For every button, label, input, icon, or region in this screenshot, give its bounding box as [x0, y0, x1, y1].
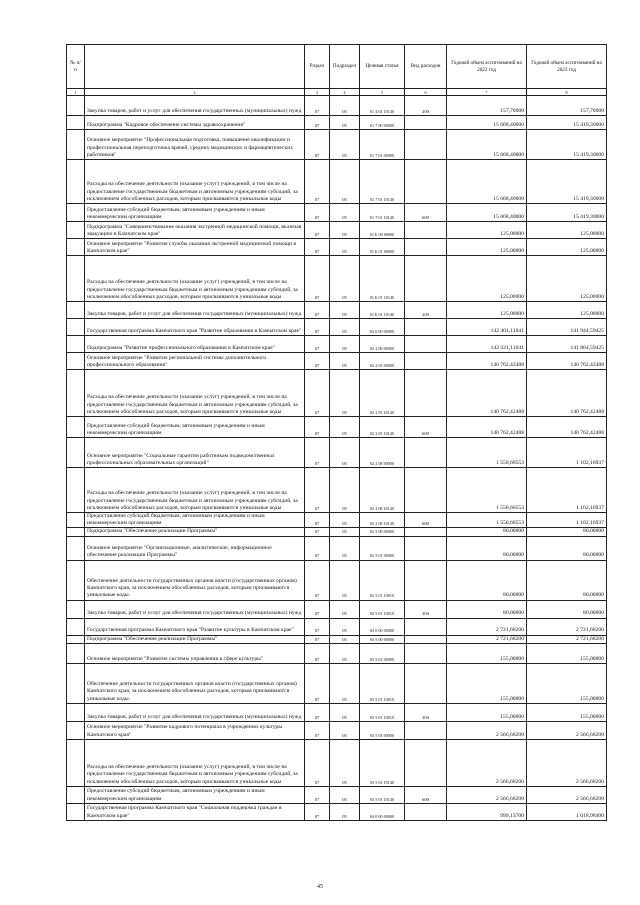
row-expense-type-cell [405, 239, 447, 256]
row-2023-cell: 1 102,16937 [527, 468, 607, 513]
budget-allocation-table [66, 44, 607, 821]
row-target-article-cell: 01 7 01 10140 [360, 204, 405, 222]
table-row [67, 560, 607, 600]
row-podrazdel-cell: 05 [330, 417, 360, 438]
row-2023-cell: 140 762,42488 [527, 417, 607, 438]
table-row [67, 786, 607, 803]
table-row [67, 438, 607, 468]
row-expense-type-cell [405, 222, 447, 239]
table-row [67, 160, 607, 204]
row-target-article-cell: 01 4 02 10140 [360, 96, 405, 116]
row-razdel-cell: 07 [305, 663, 330, 703]
table-row [67, 336, 607, 353]
table-row [67, 468, 607, 513]
row-index-cell [67, 336, 85, 353]
row-razdel-cell: 07 [305, 618, 330, 635]
row-expense-type-cell [405, 643, 447, 663]
row-name-cell: Расходы на обеспечение деятельности (оказание услуг) учреждений, в том числе на предоставление государственным бюджетным и автономным учреждениям субсидий, за исключением обособленных расходов, которым присваиваются уникальные коды [85, 468, 305, 513]
table-row [67, 417, 607, 438]
row-2023-cell: 2 721,68200 [527, 635, 607, 643]
row-2023-cell: 140 762,42488 [527, 370, 607, 417]
table-row [67, 663, 607, 703]
row-podrazdel-cell: 05 [330, 721, 360, 739]
row-expense-type-cell [405, 721, 447, 739]
row-index-cell [67, 319, 85, 336]
row-expense-type-cell: 200 [405, 600, 447, 618]
row-2023-cell: 1 102,16937 [527, 438, 607, 468]
row-podrazdel-cell: 05 [330, 239, 360, 256]
row-expense-type-cell: 600 [405, 417, 447, 438]
table-row [67, 635, 607, 643]
row-expense-type-cell [405, 160, 447, 204]
page-number: 45 [317, 884, 323, 890]
row-name-cell: Основное мероприятие "Развитие службы оказания экстренной медицинской помощи в Камчатском крае" [85, 239, 305, 256]
row-index-cell [67, 739, 85, 786]
row-2022-cell: 1 558,68553 [447, 438, 527, 468]
row-podrazdel-cell: 05 [330, 130, 360, 160]
table-row [67, 528, 607, 536]
row-razdel-cell: 07 [305, 160, 330, 204]
row-target-article-cell: 02 2 08 10140 [360, 513, 405, 528]
table-row [67, 353, 607, 370]
table-row [67, 319, 607, 336]
row-expense-type-cell: 200 [405, 703, 447, 721]
row-target-article-cell: 01 Б 01 10140 [360, 302, 405, 319]
row-target-article-cell: 03 5 03 10140 [360, 739, 405, 786]
row-2022-cell: 142 401,11041 [447, 319, 527, 336]
row-expense-type-cell [405, 528, 447, 536]
row-name-cell: Основное мероприятие "Профессиональная подготовка, повышение квалификации и профессиональная переподготовка врачей, средних медицинских и фармацевтических работников" [85, 130, 305, 160]
row-podrazdel-cell: 05 [330, 302, 360, 319]
row-index-cell [67, 256, 85, 302]
table-row [67, 600, 607, 618]
row-razdel-cell: 07 [305, 703, 330, 721]
row-2022-cell: 125,00000 [447, 302, 527, 319]
row-razdel-cell: 07 [305, 600, 330, 618]
row-razdel-cell: 07 [305, 560, 330, 600]
row-podrazdel-cell: 05 [330, 319, 360, 336]
row-2022-cell: 80,00000 [447, 600, 527, 618]
row-podrazdel-cell: 05 [330, 353, 360, 370]
row-2022-cell: 2 721,68200 [447, 618, 527, 635]
row-2022-cell: 155,00000 [447, 643, 527, 663]
row-target-article-cell: 01 Б 01 10140 [360, 256, 405, 302]
table-row [67, 116, 607, 130]
row-target-article-cell: 03 0 00 00000 [360, 618, 405, 635]
row-target-article-cell: 03 5 03 10140 [360, 786, 405, 803]
row-podrazdel-cell: 05 [330, 336, 360, 353]
row-podrazdel-cell: 05 [330, 635, 360, 643]
row-razdel-cell: 07 [305, 319, 330, 336]
row-2023-cell: 1 018,98400 [527, 803, 607, 820]
row-2022-cell: 80,00000 [447, 536, 527, 560]
row-razdel-cell: 07 [305, 721, 330, 739]
row-index-cell [67, 239, 85, 256]
row-index-cell [67, 116, 85, 130]
row-target-article-cell: 01 7 01 00000 [360, 130, 405, 160]
row-target-article-cell: 02 2 05 00000 [360, 353, 405, 370]
row-2023-cell: 157,70000 [527, 96, 607, 116]
row-expense-type-cell [405, 319, 447, 336]
row-podrazdel-cell: 05 [330, 438, 360, 468]
row-name-cell: Закупка товаров, работ и услуг для обеспечения государственных (муниципальных) нужд [85, 600, 305, 618]
row-target-article-cell: 03 5 01 10010 [360, 663, 405, 703]
row-expense-type-cell [405, 803, 447, 820]
table-header-row [67, 45, 607, 89]
row-2022-cell: 155,00000 [447, 703, 527, 721]
row-razdel-cell: 07 [305, 417, 330, 438]
row-2023-cell: 15 419,30000 [527, 160, 607, 204]
row-razdel-cell: 07 [305, 204, 330, 222]
row-2022-cell: 140 762,42488 [447, 353, 527, 370]
row-target-article-cell: 03 5 03 00000 [360, 721, 405, 739]
table-row [67, 703, 607, 721]
row-name-cell: Закупка товаров, работ и услуг для обеспечения государственных (муниципальных) нужд [85, 96, 305, 116]
row-name-cell: Обеспечение деятельности государственных органов власти (государственных органов) Камчатского края, за исключением обособленных расходов, которым присваиваются уникальные коды. [85, 560, 305, 600]
row-2023-cell: 2 566,68200 [527, 786, 607, 803]
row-2023-cell: 2 566,68200 [527, 721, 607, 739]
row-2023-cell: 140 762,42488 [527, 353, 607, 370]
row-name-cell: Предоставление субсидий бюджетным, автономным учреждениям и иным некоммерческим организациям [85, 204, 305, 222]
row-2023-cell: 155,00000 [527, 643, 607, 663]
row-2023-cell: 125,00000 [527, 222, 607, 239]
row-index-cell [67, 560, 85, 600]
row-name-cell: Государственная программа Камчатского края "Развитие образования в Камчатском крае" [85, 319, 305, 336]
row-target-article-cell: 03 5 00 00000 [360, 635, 405, 643]
row-2023-cell: 125,00000 [527, 302, 607, 319]
row-expense-type-cell: 600 [405, 786, 447, 803]
table-body [67, 96, 607, 821]
row-2023-cell: 80,00000 [527, 536, 607, 560]
row-podrazdel-cell: 05 [330, 116, 360, 130]
row-razdel-cell: 07 [305, 635, 330, 643]
row-expense-type-cell [405, 635, 447, 643]
row-razdel-cell: 07 [305, 302, 330, 319]
row-name-cell: Основное мероприятие "Развитие системы управления в сфере культуры" [85, 643, 305, 663]
row-razdel-cell: 07 [305, 336, 330, 353]
row-name-cell: Подпрограмма "Кадровое обеспечение системы здравоохранения" [85, 116, 305, 130]
row-name-cell: Закупка товаров, работ и услуг для обеспечения государственных (муниципальных) нужд [85, 302, 305, 319]
row-2023-cell: 80,00000 [527, 600, 607, 618]
row-index-cell [67, 600, 85, 618]
row-expense-type-cell [405, 618, 447, 635]
row-podrazdel-cell: 05 [330, 618, 360, 635]
col-number: 1 [67, 89, 85, 96]
row-name-cell: Основное мероприятие "Организационные, аналитические, информационное обеспечение реализации Программы" [85, 536, 305, 560]
row-2022-cell: 15 668,40000 [447, 160, 527, 204]
header-podrazdel: Подраздел [330, 45, 360, 89]
table-row [67, 130, 607, 160]
row-podrazdel-cell: 05 [330, 560, 360, 600]
col-number: 4 [330, 89, 360, 96]
row-index-cell [67, 513, 85, 528]
row-name-cell: Подпрограмма "Развитие профессионального образования в Камчатском крае" [85, 336, 305, 353]
row-2022-cell: 155,00000 [447, 663, 527, 703]
row-expense-type-cell [405, 536, 447, 560]
header-target-article: Целевая статья [360, 45, 405, 89]
row-2022-cell: 1 558,68553 [447, 468, 527, 513]
row-2022-cell: 140 762,42488 [447, 417, 527, 438]
row-index-cell [67, 204, 85, 222]
table-row [67, 302, 607, 319]
row-2023-cell: 141 864,59425 [527, 336, 607, 353]
row-2022-cell: 125,00000 [447, 239, 527, 256]
row-name-cell: Расходы на обеспечение деятельности (оказание услуг) учреждений, в том числе на предоставление государственным бюджетным и автономным учреждениям субсидий, за исключением обособленных расходов, которым присваиваются уникальные коды [85, 256, 305, 302]
row-name-cell: Предоставление субсидий бюджетным, автономным учреждениям и иным некоммерческим организациям [85, 417, 305, 438]
row-name-cell: Закупка товаров, работ и услуг для обеспечения государственных (муниципальных) нужд [85, 703, 305, 721]
col-number: 5 [360, 89, 405, 96]
table-row [67, 204, 607, 222]
row-name-cell: Предоставление субсидий бюджетным, автономным учреждениям и иным некоммерческим организациям [85, 513, 305, 528]
row-2023-cell: 2 566,68200 [527, 739, 607, 786]
row-razdel-cell: 07 [305, 739, 330, 786]
row-index-cell [67, 130, 85, 160]
row-name-cell: Основное мероприятие "Социальные гарантии работникам подведомственных профессиональных образовательных организаций" [85, 438, 305, 468]
row-2022-cell: 125,00000 [447, 256, 527, 302]
row-podrazdel-cell: 05 [330, 222, 360, 239]
row-2022-cell: 2 566,68200 [447, 786, 527, 803]
row-2022-cell: 2 566,68200 [447, 739, 527, 786]
row-podrazdel-cell: 05 [330, 663, 360, 703]
row-expense-type-cell: 200 [405, 96, 447, 116]
table-row [67, 536, 607, 560]
row-index-cell [67, 96, 85, 116]
row-podrazdel-cell: 05 [330, 600, 360, 618]
row-expense-type-cell: 600 [405, 513, 447, 528]
table-row [67, 239, 607, 256]
row-expense-type-cell [405, 353, 447, 370]
row-name-cell: Расходы на обеспечение деятельности (оказание услуг) учреждений, в том числе на предоставление государственным бюджетным и автономным учреждениям субсидий, за исключением обособленных расходов, которым присваиваются уникальные коды [85, 370, 305, 417]
row-2022-cell: 157,70000 [447, 96, 527, 116]
row-expense-type-cell [405, 370, 447, 417]
row-2023-cell: 15 419,30000 [527, 130, 607, 160]
row-podrazdel-cell: 05 [330, 370, 360, 417]
row-2022-cell: 15 668,40000 [447, 204, 527, 222]
column-number-row [67, 89, 607, 96]
col-number: 7 [447, 89, 527, 96]
row-target-article-cell: 01 7 01 10140 [360, 160, 405, 204]
row-podrazdel-cell: 05 [330, 703, 360, 721]
row-2022-cell: 125,00000 [447, 222, 527, 239]
row-podrazdel-cell: 05 [330, 803, 360, 820]
row-target-article-cell: 02 2 08 10140 [360, 468, 405, 513]
row-2022-cell: 80,00000 [447, 528, 527, 536]
row-name-cell: Расходы на обеспечение деятельности (оказание услуг) учреждений, в том числе на предоставление государственным бюджетным и автономным учреждениям субсидий, за исключением обособленных расходов, которым присваиваются уникальные коды [85, 739, 305, 786]
row-name-cell: Подпрограмма "Обеспечение реализации Программы" [85, 528, 305, 536]
header-expense-type: Вид расходов [405, 45, 447, 89]
row-target-article-cell: 03 5 01 00000 [360, 643, 405, 663]
row-2023-cell: 80,00000 [527, 560, 607, 600]
row-2022-cell: 2 566,68200 [447, 721, 527, 739]
row-razdel-cell: 07 [305, 643, 330, 663]
row-target-article-cell: 02 2 08 00000 [360, 438, 405, 468]
row-podrazdel-cell: 05 [330, 96, 360, 116]
row-razdel-cell: 07 [305, 130, 330, 160]
header-2022: Годовой объем ассигнований на 2022 год [447, 45, 527, 89]
row-target-article-cell: 02 2 00 00000 [360, 336, 405, 353]
header-razdel: Раздел [305, 45, 330, 89]
table-row [67, 643, 607, 663]
row-name-cell: Государственная программа Камчатского края "Социальная поддержка граждан в Камчатском крае" [85, 803, 305, 820]
row-razdel-cell: 07 [305, 786, 330, 803]
row-index-cell [67, 643, 85, 663]
header-name [85, 45, 305, 89]
table-row [67, 256, 607, 302]
row-target-article-cell: 02 5 01 00000 [360, 536, 405, 560]
col-number: 8 [527, 89, 607, 96]
row-target-article-cell: 02 0 00 00000 [360, 319, 405, 336]
row-name-cell: Подпрограмма "Совершенствование оказания экстренной медицинской помощи, включая эвакуацию в Камчатском крае" [85, 222, 305, 239]
row-index-cell [67, 703, 85, 721]
row-podrazdel-cell: 05 [330, 513, 360, 528]
row-2022-cell: 1 558,68553 [447, 513, 527, 528]
row-index-cell [67, 618, 85, 635]
row-index-cell [67, 468, 85, 513]
row-2022-cell: 15 668,40000 [447, 116, 527, 130]
header-num: № п/п [67, 45, 85, 89]
col-number: 3 [305, 89, 330, 96]
row-razdel-cell: 07 [305, 536, 330, 560]
row-razdel-cell: 07 [305, 370, 330, 417]
row-razdel-cell: 07 [305, 256, 330, 302]
row-podrazdel-cell: 05 [330, 160, 360, 204]
row-2023-cell: 125,00000 [527, 239, 607, 256]
row-razdel-cell: 07 [305, 528, 330, 536]
budget-table-page [66, 44, 606, 821]
row-2022-cell: 140 762,42488 [447, 370, 527, 417]
row-podrazdel-cell: 05 [330, 536, 360, 560]
row-index-cell [67, 438, 85, 468]
row-expense-type-cell [405, 663, 447, 703]
row-2022-cell: 999,13700 [447, 803, 527, 820]
table-row [67, 370, 607, 417]
row-expense-type-cell [405, 468, 447, 513]
table-row [67, 721, 607, 739]
table-row [67, 96, 607, 116]
table-row [67, 618, 607, 635]
row-name-cell: Расходы на обеспечение деятельности (оказание услуг) учреждений, в том числе на предоставление государственным бюджетным и автономным учреждениям субсидий, за исключением обособленных расходов, которым присваиваются уникальные коды [85, 160, 305, 204]
row-podrazdel-cell: 05 [330, 786, 360, 803]
row-index-cell [67, 528, 85, 536]
row-razdel-cell: 07 [305, 468, 330, 513]
row-podrazdel-cell: 05 [330, 643, 360, 663]
row-razdel-cell: 07 [305, 116, 330, 130]
row-name-cell: Подпрограмма "Обеспечение реализации Программы" [85, 635, 305, 643]
row-2022-cell: 2 721,68200 [447, 635, 527, 643]
row-razdel-cell: 07 [305, 803, 330, 820]
table-row [67, 513, 607, 528]
row-razdel-cell: 07 [305, 513, 330, 528]
row-expense-type-cell: 600 [405, 204, 447, 222]
col-number: 2 [85, 89, 305, 96]
row-2022-cell: 80,00000 [447, 560, 527, 600]
row-expense-type-cell [405, 438, 447, 468]
row-index-cell [67, 635, 85, 643]
header-2023: Годовой объем ассигнований на 2023 год [527, 45, 607, 89]
row-target-article-cell: 03 5 01 10010 [360, 703, 405, 721]
row-name-cell: Основное мероприятие "Развитие региональной системы дополнительного профессионального образования" [85, 353, 305, 370]
row-razdel-cell: 07 [305, 353, 330, 370]
row-name-cell: Предоставление субсидий бюджетным, автономным учреждениям и иным некоммерческим организациям [85, 786, 305, 803]
row-2023-cell: 2 721,68200 [527, 618, 607, 635]
row-podrazdel-cell: 05 [330, 204, 360, 222]
row-index-cell [67, 721, 85, 739]
row-expense-type-cell [405, 256, 447, 302]
table-row [67, 803, 607, 820]
table-row [67, 222, 607, 239]
row-name-cell: Обеспечение деятельности государственных органов власти (государственных органов) Камчатского края, за исключением обособленных расходов, которым присваиваются уникальные коды. [85, 663, 305, 703]
row-2023-cell: 1 102,16937 [527, 513, 607, 528]
row-razdel-cell: 07 [305, 222, 330, 239]
row-2023-cell: 155,00000 [527, 663, 607, 703]
row-2023-cell: 15 419,30000 [527, 116, 607, 130]
row-index-cell [67, 160, 85, 204]
row-razdel-cell: 07 [305, 96, 330, 116]
row-index-cell [67, 302, 85, 319]
row-index-cell [67, 417, 85, 438]
row-target-article-cell: 02 5 01 10010 [360, 560, 405, 600]
row-expense-type-cell [405, 739, 447, 786]
row-2023-cell: 155,00000 [527, 703, 607, 721]
row-index-cell [67, 353, 85, 370]
row-2023-cell: 15 419,30000 [527, 204, 607, 222]
col-number: 6 [405, 89, 447, 96]
row-expense-type-cell [405, 560, 447, 600]
row-name-cell: Основное мероприятие "Развитие кадрового потенциала в учреждениях культуры Камчатского края" [85, 721, 305, 739]
row-index-cell [67, 803, 85, 820]
row-podrazdel-cell: 05 [330, 739, 360, 786]
row-target-article-cell: 04 0 00 00000 [360, 803, 405, 820]
row-expense-type-cell [405, 336, 447, 353]
row-index-cell [67, 222, 85, 239]
row-2023-cell: 80,00000 [527, 528, 607, 536]
row-razdel-cell: 07 [305, 239, 330, 256]
row-index-cell [67, 370, 85, 417]
row-target-article-cell: 01 Б 01 00000 [360, 239, 405, 256]
row-name-cell: Государственная программа Камчатского края "Развитие культуры в Камчатском крае" [85, 618, 305, 635]
row-2022-cell: 15 668,40000 [447, 130, 527, 160]
row-expense-type-cell: 200 [405, 302, 447, 319]
row-2022-cell: 142 321,11041 [447, 336, 527, 353]
row-index-cell [67, 663, 85, 703]
row-index-cell [67, 786, 85, 803]
row-target-article-cell: 02 5 01 10010 [360, 600, 405, 618]
row-target-article-cell: 01 Б 00 00000 [360, 222, 405, 239]
row-target-article-cell: 02 2 05 10140 [360, 370, 405, 417]
row-podrazdel-cell: 05 [330, 256, 360, 302]
row-target-article-cell: 02 2 05 10140 [360, 417, 405, 438]
row-2023-cell: 125,00000 [527, 256, 607, 302]
row-expense-type-cell [405, 116, 447, 130]
row-razdel-cell: 07 [305, 438, 330, 468]
row-target-article-cell: 02 5 00 00000 [360, 528, 405, 536]
row-expense-type-cell [405, 130, 447, 160]
row-podrazdel-cell: 05 [330, 468, 360, 513]
row-target-article-cell: 01 7 00 00000 [360, 116, 405, 130]
row-2023-cell: 141 944,59425 [527, 319, 607, 336]
row-podrazdel-cell: 05 [330, 528, 360, 536]
row-index-cell [67, 536, 85, 560]
table-row [67, 739, 607, 786]
